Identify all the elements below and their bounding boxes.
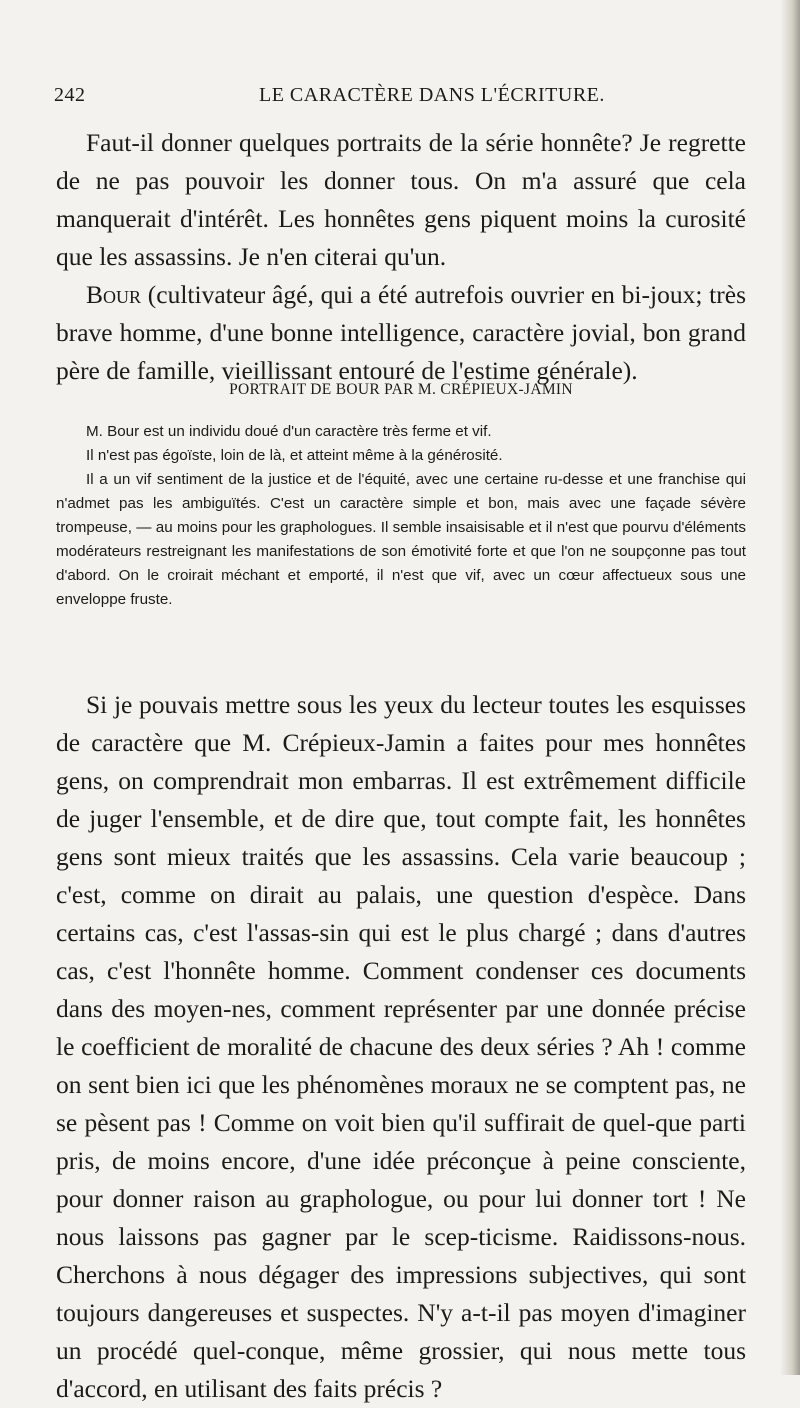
portrait-title: PORTRAIT DE BOUR PAR M. CRÉPIEUX-JAMIN	[229, 381, 573, 398]
portrait-paragraph-2: Il n'est pas égoïste, loin de là, et atteint même à la générosité.	[86, 447, 503, 464]
page-header	[54, 84, 734, 110]
body-section	[56, 686, 746, 1408]
portrait-paragraph-3: Il a un vif sentiment de la justice et de l'équité, avec une certaine ru-desse et une franchise qui n'admet pas les ambiguïtés. C'est un caractère simple et bon, mais avec une façade sévère trompeuse, — au moins pour les graphologues. Il semble insaisisable et il n'est que pourvu d'éléments modérateurs restreignant les manifestations de son émotivité forte et que l'on ne soupçonne pas tout d'abord. On le croirait méchant et emporté, il n'est que vif, avec un cœur affectueux sous une enveloppe fruste.	[56, 471, 746, 608]
portrait-paragraph-1: M. Bour est un individu doué d'un caractère très ferme et vif.	[86, 423, 492, 440]
intro-paragraph-2	[56, 276, 746, 390]
portrait-section	[56, 420, 746, 612]
page-edge-shadow	[780, 0, 800, 1375]
page-number: 242	[54, 84, 86, 106]
intro-paragraph-1: Faut-il donner quelques portraits de la série honnête? Je regrette de ne pas pouvoir les donner tous. On m'a assuré que cela manquerait d'intérêt. Les honnêtes gens piquent moins la curosité que les assassins. Je n'en citerai qu'un.	[56, 128, 746, 271]
intro-section	[56, 124, 746, 390]
running-title: LE CARACTÈRE DANS L'ÉCRITURE.	[259, 84, 605, 106]
subject-name: Bour	[86, 280, 142, 309]
subject-description: (cultivateur âgé, qui a été autrefois ouvrier en bi-joux; très brave homme, d'une bonne intelligence, caractère jovial, bon grand père de famille, vieillissant entouré de l'estime générale).	[56, 280, 746, 385]
body-paragraph-1: Si je pouvais mettre sous les yeux du lecteur toutes les esquisses de caractère que M. Crépieux-Jamin a faites pour mes honnêtes gens, on comprendrait mon embarras. Il est extrêmement difficile de juger l'ensemble, et de dire que, tout compte fait, les honnêtes gens sont mieux traités que les assassins. Cela varie beaucoup ; c'est, comme on dirait au palais, une question d'espèce. Dans certains cas, c'est l'assas-sin qui est le plus chargé ; dans d'autres cas, c'est l'honnête homme. Comment condenser ces documents dans des moyen-nes, comment représenter par une donnée précise le coefficient de moralité de chacune des deux séries ? Ah ! comme on sent bien ici que les phénomènes moraux ne se comptent pas, ne se pèsent pas ! Comme on voit bien qu'il suffirait de quel-que parti pris, de moins encore, d'une idée préconçue à peine consciente, pour donner raison au graphologue, ou pour lui donner tort ! Ne nous laissons pas gagner par le scep-ticisme. Raidissons-nous. Cherchons à nous dégager des impressions subjectives, qui sont toujours dangereuses et suspectes. N'y a-t-il pas moyen d'imaginer un procédé quel-conque, même grossier, qui nous mette tous d'accord, en utilisant des faits précis ?	[56, 690, 746, 1403]
